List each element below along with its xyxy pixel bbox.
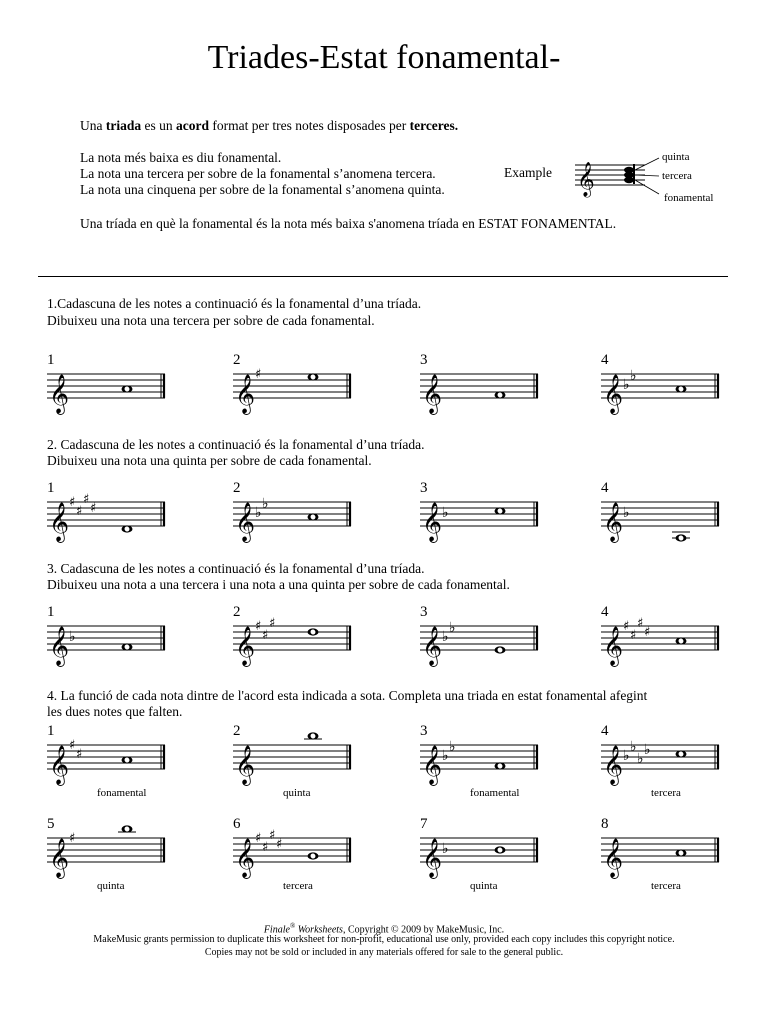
section-4-item-2-number: 2 [233, 723, 241, 739]
section-3-item-2-number: 2 [233, 604, 241, 620]
section-4-item-2-function: quinta [283, 787, 311, 799]
sharp-icon: ♯ [69, 831, 76, 846]
section-2-staff-3 [420, 484, 542, 544]
sharp-icon: ♯ [269, 828, 276, 843]
section-2-item-1-number: 1 [47, 480, 55, 496]
flat-icon: ♭ [442, 841, 449, 857]
treble-clef-icon: 𝄞 [49, 502, 70, 542]
section-1-item-4-number: 4 [601, 352, 609, 368]
example-label-fonamental: fonamental [664, 192, 714, 204]
section-4-staff-1 [47, 727, 169, 787]
section-3-item-3-number: 3 [420, 604, 428, 620]
section-4-staff-5 [47, 820, 169, 880]
example-root-note [624, 177, 634, 183]
sharp-icon: ♯ [269, 616, 276, 631]
flat-icon: ♭ [449, 739, 456, 755]
sharp-icon: ♯ [623, 619, 630, 634]
section-1-item-2-number: 2 [233, 352, 241, 368]
treble-clef-icon: 𝄞 [603, 838, 624, 878]
section-3-instruction-line-1: 3. Cadascuna de les notes a continuació és la fonamental d’una tríada. [47, 561, 425, 576]
section-2-staff-4 [601, 484, 723, 544]
third-definition: La nota una tercera per sobre de la fonamental s’anomena tercera. [80, 166, 436, 181]
flat-icon: ♭ [630, 739, 637, 755]
flat-icon: ♭ [442, 505, 449, 521]
section-4-item-7-function: quinta [470, 880, 498, 892]
sharp-icon: ♯ [630, 628, 637, 643]
arrow-fonamental [635, 180, 659, 194]
treble-clef-icon: 𝄞 [422, 502, 443, 542]
section-1-item-1-number: 1 [47, 352, 55, 368]
section-3-item-1-number: 1 [47, 604, 55, 620]
flat-icon: ♭ [69, 629, 76, 645]
flat-icon: ♭ [255, 505, 262, 521]
treble-clef-icon: 𝄞 [49, 745, 70, 785]
treble-clef-icon: 𝄞 [603, 626, 624, 666]
sharp-icon: ♯ [255, 367, 262, 382]
section-3-item-4-number: 4 [601, 604, 609, 620]
section-4-item-8-function: tercera [651, 880, 681, 892]
arrow-quinta [635, 158, 659, 170]
treble-clef-icon: 𝄞 [577, 162, 595, 197]
sharp-icon: ♯ [637, 616, 644, 631]
section-divider [38, 276, 728, 277]
section-4-item-1-number: 1 [47, 723, 55, 739]
section-4-instruction-line-1: 4. La funció de cada nota dintre de l'acord esta indicada a sota. Completa una triada en estat fonamental afegint [47, 688, 648, 703]
footer-permission: MakeMusic grants permission to duplicate this worksheet for non-profit, educational use only, provided each copy includes this copyright notice. [93, 934, 675, 945]
arrow-tercera [635, 175, 659, 176]
treble-clef-icon: 𝄞 [422, 838, 443, 878]
treble-clef-icon: 𝄞 [235, 745, 256, 785]
flat-icon: ♭ [442, 748, 449, 764]
sharp-icon: ♯ [644, 625, 651, 640]
section-4-item-8-number: 8 [601, 816, 609, 832]
flat-icon: ♭ [644, 742, 651, 758]
treble-clef-icon: 𝄞 [49, 838, 70, 878]
flat-icon: ♭ [623, 505, 630, 521]
section-4-staff-2 [233, 727, 355, 787]
section-4-staff-8 [601, 820, 723, 880]
flat-icon: ♭ [262, 496, 269, 512]
treble-clef-icon: 𝄞 [49, 374, 70, 414]
flat-icon: ♭ [442, 629, 449, 645]
section-3-staff-1 [47, 608, 169, 668]
section-4-instruction-line-2: les dues notes que falten. [47, 704, 183, 719]
fifth-definition: La nota una cinquena per sobre de la fonamental s’anomena quinta. [80, 182, 445, 197]
section-4-staff-6 [233, 820, 355, 880]
example-label-tercera: tercera [662, 170, 692, 182]
flat-icon: ♭ [623, 748, 630, 764]
section-4-item-6-function: tercera [283, 880, 313, 892]
sharp-icon: ♯ [76, 504, 83, 519]
flat-icon: ♭ [449, 620, 456, 636]
footer-restriction: Copies may not be sold or included in any materials offered for sale to the general public. [204, 947, 564, 958]
section-4-item-3-function: fonamental [470, 787, 520, 799]
treble-clef-icon: 𝄞 [235, 838, 256, 878]
flat-icon: ♭ [630, 368, 637, 384]
sharp-icon: ♯ [255, 619, 262, 634]
sharp-icon: ♯ [262, 628, 269, 643]
sharp-icon: ♯ [255, 831, 262, 846]
section-4-item-5-function: quinta [97, 880, 125, 892]
flat-icon: ♭ [637, 751, 644, 767]
section-1-staff-1 [47, 356, 169, 416]
section-1-instruction-line-2: Dibuixeu una nota una tercera per sobre de cada fonamental. [47, 313, 375, 328]
sharp-icon: ♯ [83, 492, 90, 507]
sharp-icon: ♯ [90, 501, 97, 516]
treble-clef-icon: 𝄞 [422, 626, 443, 666]
section-2-staff-1 [47, 484, 169, 544]
section-4-item-4-number: 4 [601, 723, 609, 739]
footer-copyright: Finale® Worksheets, Copyright © 2009 by MakeMusic, Inc. [263, 922, 505, 936]
section-1-item-3-number: 3 [420, 352, 428, 368]
sharp-icon: ♯ [69, 495, 76, 510]
page-title: Triades-Estat fonamental- [207, 39, 561, 76]
section-3-staff-2 [233, 608, 355, 668]
section-2-item-2-number: 2 [233, 480, 241, 496]
section-3-staff-3 [420, 608, 542, 668]
treble-clef-icon: 𝄞 [235, 502, 256, 542]
section-2-instruction-line-2: Dibuixeu una nota una quinta per sobre de cada fonamental. [47, 453, 372, 468]
section-4-item-4-function: tercera [651, 787, 681, 799]
example-staff [575, 150, 665, 200]
treble-clef-icon: 𝄞 [603, 745, 624, 785]
section-4-item-3-number: 3 [420, 723, 428, 739]
treble-clef-icon: 𝄞 [235, 374, 256, 414]
treble-clef-icon: 𝄞 [603, 374, 624, 414]
example-label-quinta: quinta [662, 151, 690, 163]
sharp-icon: ♯ [76, 747, 83, 762]
section-3-staff-4 [601, 608, 723, 668]
sharp-icon: ♯ [262, 840, 269, 855]
fundamental-definition: La nota més baixa es diu fonamental. [80, 150, 282, 165]
root-position-definition: Una tríada en què la fonamental és la nota més baixa s'anomena tríada en ESTAT FONAMENTAL. [80, 216, 617, 231]
treble-clef-icon: 𝄞 [422, 374, 443, 414]
treble-clef-icon: 𝄞 [422, 745, 443, 785]
section-4-item-5-number: 5 [47, 816, 55, 832]
treble-clef-icon: 𝄞 [603, 502, 624, 542]
sharp-icon: ♯ [69, 738, 76, 753]
section-2-item-4-number: 4 [601, 480, 609, 496]
flat-icon: ♭ [623, 377, 630, 393]
section-1-staff-2 [233, 356, 355, 416]
section-1-staff-3 [420, 356, 542, 416]
example-label: Example [504, 165, 552, 180]
section-1-staff-4 [601, 356, 723, 416]
section-4-item-1-function: fonamental [97, 787, 147, 799]
section-4-staff-4 [601, 727, 723, 787]
section-4-item-6-number: 6 [233, 816, 241, 832]
treble-clef-icon: 𝄞 [235, 626, 256, 666]
triad-definition: Una triada es un acord format per tres notes disposades per terceres. [80, 118, 459, 133]
section-2-staff-2 [233, 484, 355, 544]
sharp-icon: ♯ [276, 837, 283, 852]
section-4-item-7-number: 7 [420, 816, 428, 832]
section-4-staff-3 [420, 727, 542, 787]
treble-clef-icon: 𝄞 [49, 626, 70, 666]
section-3-instruction-line-2: Dibuixeu una nota a una tercera i una nota a una quinta per sobre de cada fonamental. [47, 577, 510, 592]
section-2-item-3-number: 3 [420, 480, 428, 496]
section-4-staff-7 [420, 820, 542, 880]
section-2-instruction-line-1: 2. Cadascuna de les notes a continuació és la fonamental d’una tríada. [47, 437, 425, 452]
section-1-instruction-line-1: 1.Cadascuna de les notes a continuació és la fonamental d’una tríada. [47, 296, 422, 311]
